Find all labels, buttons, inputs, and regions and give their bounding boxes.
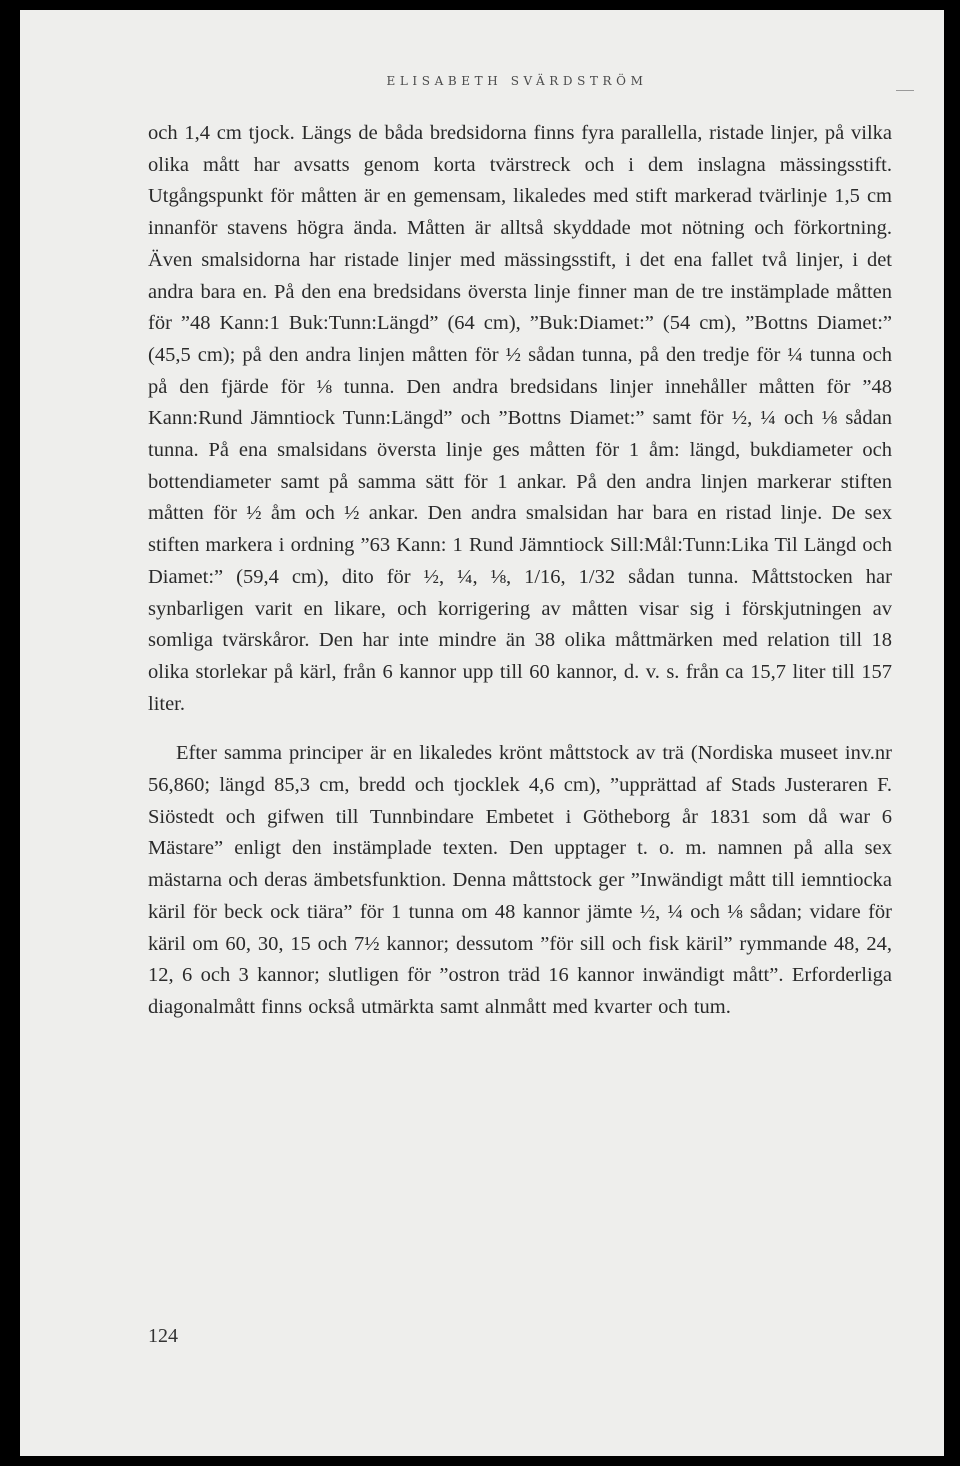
running-head: ELISABETH SVÄRDSTRÖM (386, 74, 648, 88)
paragraph-1: och 1,4 cm tjock. Längs de båda bredsidorna finns fyra parallella, ristade linjer, på vilka olika mått har avsatts genom korta tvärstreck och i dem inslagna mässingsstift. Utgångspunkt för måtten är en gemensam, likaledes med stift markerad tvärlinje 1,5 cm innanför stavens högra ända. Måtten är alltså skyddade mot nötning och förkortning. Även smalsidorna har ristade linjer med mässingsstift, i det ena fallet två linjer, i det andra bara en. På den ena bredsidans översta linje finner man de tre instämplade måtten för ”48 Kann:1 Buk:Tunn:Längd” (64 cm), ”Buk:Diamet:” (54 cm), ”Bottns Diamet:” (45,5 cm); på den andra linjen måtten för ½ sådan tunna, på den tredje för ¼ tunna och på den fjärde för ⅛ tunna. Den andra bredsidans linjer innehåller måtten för ”48 Kann:Rund Jämntiock Tunn:Längd” och ”Bottns Diamet:” samt för ½, ¼ och ⅛ sådan tunna. På ena smalsidans översta linje ges måtten för 1 åm: längd, bukdiameter och bottendiameter samt på samma sätt för 1 ankar. På den andra linjen markerar stiften måtten för ½ åm och ½ ankar. Den andra smalsidan har bara en ristad linje. De sex stiften markera i ordning ”63 Kann: 1 Rund Jämntiock Sill:Mål:Tunn:Lika Til Längd och Diamet:” (59,4 cm), dito för ½, ¼, ⅛, 1/16, 1/32 sådan tunna. Måttstocken har synbarligen varit en likare, och korrigering av måtten visar sig i förskjutningen av somliga tvärskåror. Den har inte mindre än 38 olika måttmärken med relation till 18 olika storlekar på kärl, från 6 kannor upp till 60 kannor, d. v. s. från ca 15,7 liter till 157 liter. (148, 122, 892, 715)
page-number: 124 (148, 1325, 178, 1347)
book-page (20, 10, 944, 1456)
corner-mark (896, 90, 914, 91)
body-text (148, 118, 892, 1024)
paragraph-2: Efter samma principer är en likaledes krönt måttstock av trä (Nordiska museet inv.nr 56,860; längd 85,3 cm, bredd och tjocklek 4,6 cm), ”upprättad af Stads Justeraren F. Siöstedt och gifwen till Tunnbindare Embetet i Götheborg år 1831 som då war 6 Mästare” enligt den instämplade texten. Den upptager t. o. m. namnen på alla sex mästarna och deras ämbetsfunktion. Denna måttstock ger ”Inwändigt mått till iemntiocka käril för beck ock tiära” för 1 tunna om 48 kannor jämte ½, ¼ och ⅛ sådan; vidare för käril om 60, 30, 15 och 7½ kannor; dessutom ”för sill och fisk käril” rymmande 48, 24, 12, 6 och 3 kannor; slutligen för ”ostron träd 16 kannor inwändigt mått”. Erforderliga diagonalmått finns också utmärkta samt alnmått med kvarter och tum. (148, 742, 892, 1018)
